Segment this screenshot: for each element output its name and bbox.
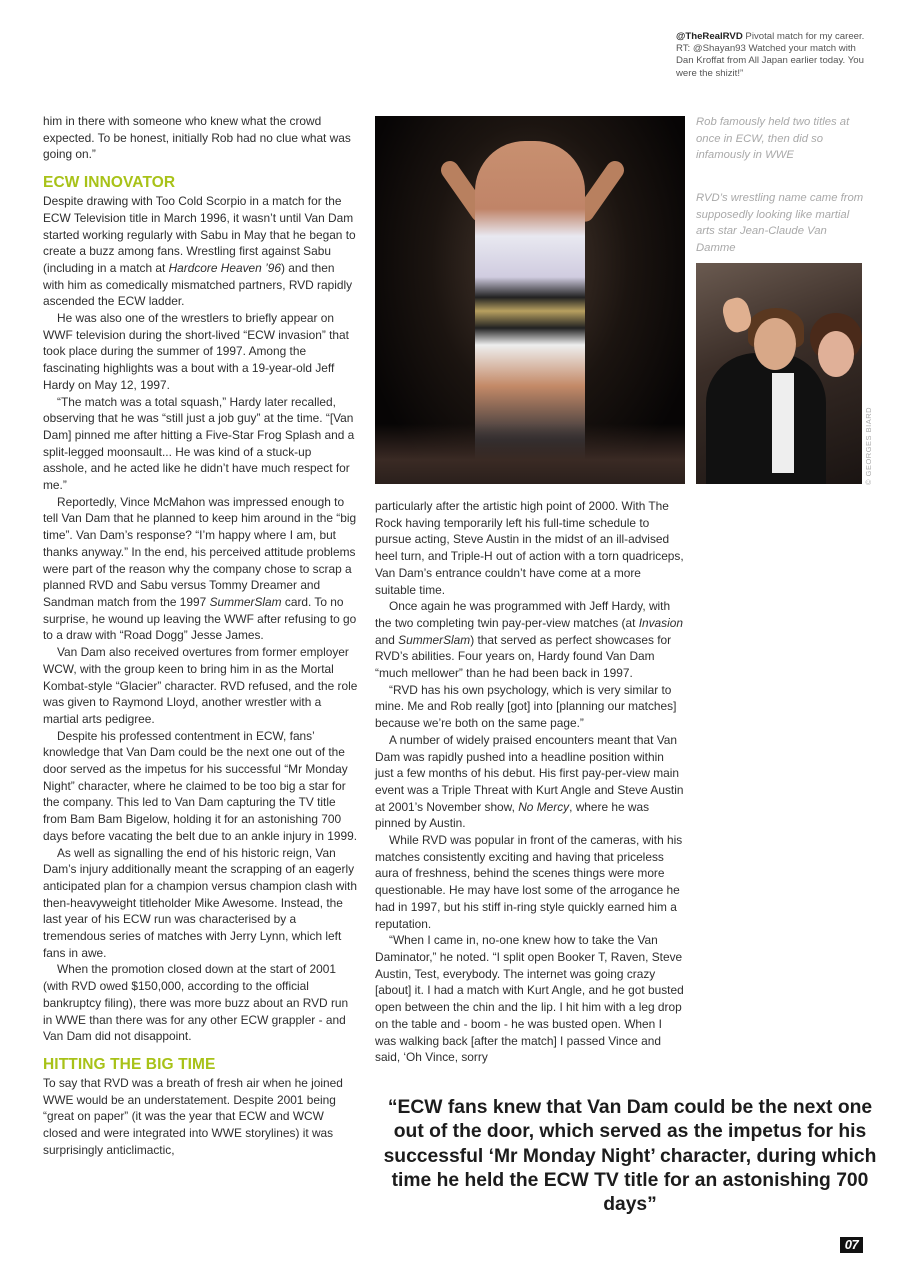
paragraph: Despite drawing with Too Cold Scorpio in a match for the ECW Television title in March 1996, it wasn’t until Van Dam started working regularly with Sabu in May that he began to create a buzz among fans. Wrestling first against Sabu (including in a match at Hardcore Heaven ’96) and then with him as comedically mismatched partners, RVD rapidly ascended the ECW ladder. — [43, 194, 356, 309]
event-title: Hardcore Heaven ’96 — [168, 260, 281, 275]
page-number: 07 — [840, 1237, 863, 1253]
tweet-text: Pivotal match for my career. RT: @Shayan93 Watched your match with Dan Kroffat from All Japan earlier today. You were the shizit!” — [676, 31, 865, 79]
paragraph: While RVD was popular in front of the cameras, with his matches consistently exciting and having that priceless aura of freshness, behind the scenes things were more questionable. He may have lost some of the arrogance he had in 1997, but his stiff in-ring style quickly earned him a reputation. — [375, 833, 683, 931]
paragraph: Reportedly, Vince McMahon was impressed enough to tell Van Dam that he planned to keep him around in the “big time”. Van Dam’s response? “I’m happy where I am, but thanks anyway.” In the end, his perceived attitude problems were part of the reason why the company chose to scrap a planned RVD and Sabu versus Tommy Dreamer and Sandman match from the 1997 SummerSlam card. To no surprise, he wound up leaving the WWF after refusing to go to a draw with “Road Dogg” Jesse James. — [43, 494, 357, 643]
paragraph: To say that RVD was a breath of fresh air when he joined WWE would be an understatement. Despite 2001 being “great on paper” (it was the year that ECW and WCW closed and were integrated into WWE storylines) it was surprisingly anticlimactic, — [43, 1075, 343, 1157]
photo-caption: RVD’s wrestling name came from supposedly looking like martial arts star Jean-Claude Van Damme — [696, 192, 864, 254]
event-title: No Mercy — [518, 799, 570, 814]
photo-jean-claude-van-damme — [696, 263, 862, 484]
photo-rvd-with-belt — [375, 116, 685, 484]
section-heading-hitting-the-big-time: HITTING THE BIG TIME — [43, 1055, 216, 1073]
paragraph: Van Dam also received overtures from former employer WCW, with the group keen to bring him in as the Mortal Kombat-style “Glacier” character. RVD refused, and the role was given to Raymond Lloyd, another wrestler with a martial arts pedigree. — [43, 645, 358, 726]
paragraph: “The match was a total squash,” Hardy later recalled, observing that he was “still just a job guy” at the time. “[Van Dam] pinned me after hitting a Five-Star Frog Splash and a split-legged moonsault... He was kind of a stuck-up asshole, and he acted like he didn’t have much respect for me.” — [43, 394, 355, 493]
tweet-quote — [676, 31, 876, 80]
paragraph: When the promotion closed down at the start of 2001 (with RVD owed $150,000, according to the official bankruptcy filing), there was more buzz about an RVD run in WWE than there was for any other ECW grappler - and Van Dam did not disappoint. — [43, 962, 349, 1044]
photo-credit: © GEORGES BIARD — [864, 406, 873, 485]
paragraph: “When I came in, no-one knew how to take the Van Daminator,” he noted. “I split open Booker T, Raven, Steve Austin, Test, everybody. The internet was going crazy [about] it. I had a match with Kurt Angle, and he got busted open between the chin and the lip. I hit him with a leg drop on the table and - boom - he was busted open. When I was walking back [after the match] I passed Vince and said, ‘Oh Vince, sorry — [375, 933, 684, 1065]
paragraph: A number of widely praised encounters meant that Van Dam was rapidly pushed into a headline position within just a few months of his debut. His first pay-per-view main event was a Triple Threat with Kurt Angle and Steve Austin at 2001’s November show, No Mercy, where he was pinned by Austin. — [375, 732, 684, 831]
paragraph: Once again he was programmed with Jeff Hardy, with the two completing twin pay-per-view matches (at Invasion and SummerSlam) that served as perfect showcases for RVD’s abilities. Four years on, Hardy found Van Dam “much mellower” than he had been back in 1997. — [375, 599, 683, 681]
paragraph: As well as signalling the end of his historic reign, Van Dam’s injury additionally meant the scrapping of an eagerly anticipated plan for a champion versus champion clash with then-heavyweight titleholder Mike Awesome. Instead, the last year of his ECW run was characterised by a tremendous series of matches with Jerry Lynn, which left fans in awe. — [43, 845, 357, 960]
article-column-middle — [375, 498, 685, 1066]
tweet-handle: @TheRealRVD — [676, 31, 743, 42]
article-column-left — [43, 113, 358, 1158]
pull-quote: “ECW fans knew that Van Dam could be the next one out of the door, which served as the impetus for his successful ‘Mr Monday Night’ character, during which time he held the ECW TV title for an astonishing 700 days” — [383, 1097, 877, 1216]
paragraph: “RVD has his own psychology, which is very similar to mine. Me and Rob really [got] into [planning our matches] because we’re both on the same page.” — [375, 682, 677, 731]
paragraph: He was also one of the wrestlers to briefly appear on WWF television during the short-lived “ECW invasion” that took place during the summer of 1997. Among the fascinating highlights was a bout with a 19-year-old Jeff Hardy on May 12, 1997. — [43, 311, 349, 392]
paragraph: Despite his professed contentment in ECW, fans’ knowledge that Van Dam could be the next one out of the door served as the impetus for his successful “Mr Monday Night” character, where he claimed to be too big a star for the company. This led to Van Dam capturing the TV title from Bam Bam Bigelow, holding it for an astonishing 700 days before vacating the belt due to an ankle injury in 1999. — [43, 728, 357, 843]
event-title: SummerSlam — [398, 632, 471, 647]
paragraph: him in there with someone who knew what the crowd expected. To be honest, initially Rob had no clue what was going on.” — [43, 114, 351, 162]
section-heading-ecw-innovator: ECW INNOVATOR — [43, 174, 176, 192]
event-title: Invasion — [638, 615, 683, 630]
paragraph: particularly after the artistic high point of 2000. With The Rock having temporarily left his full-time schedule to pursue acting, Steve Austin in the midst of an ill-advised heel turn, and Triple-H out of action with a torn quadriceps, Van Dam’s entrance couldn’t have come at a more suitable time. — [375, 499, 684, 597]
photo-caption: Rob famously held two titles at once in ECW, then did so infamously in WWE — [696, 116, 850, 162]
event-title: SummerSlam — [209, 594, 282, 609]
